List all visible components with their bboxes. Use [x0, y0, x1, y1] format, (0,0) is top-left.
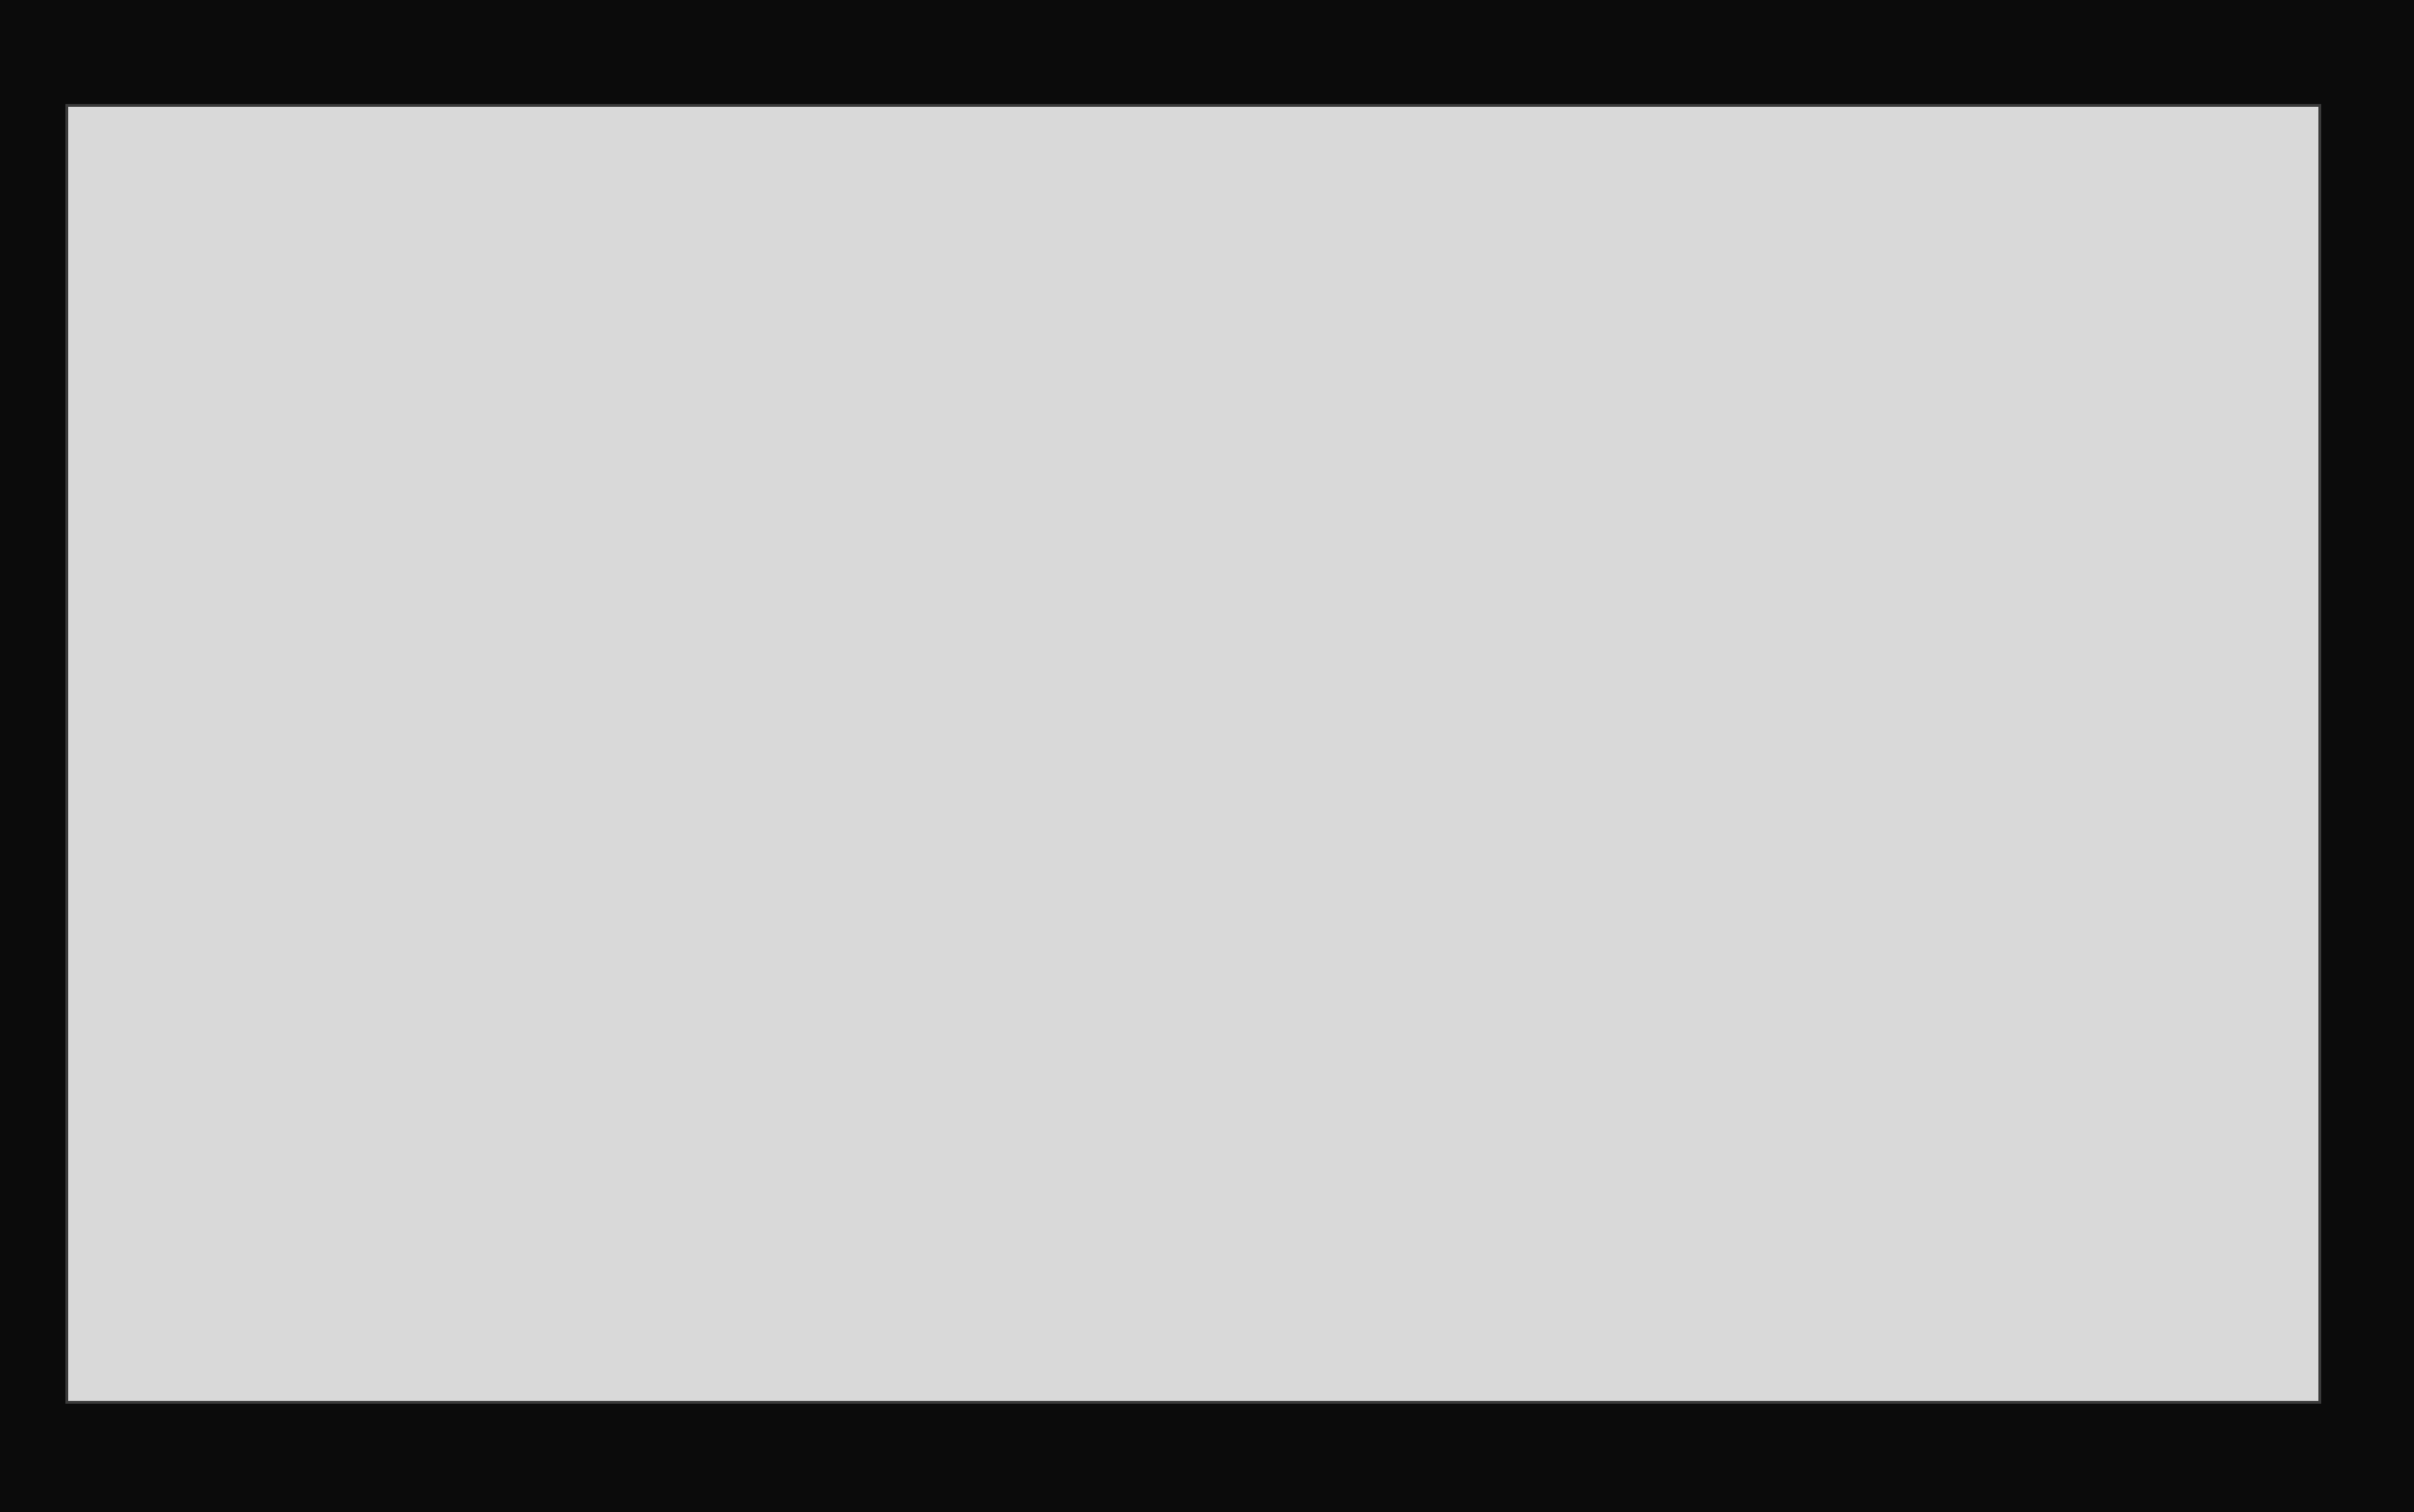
card-paper	[67, 105, 2320, 1402]
